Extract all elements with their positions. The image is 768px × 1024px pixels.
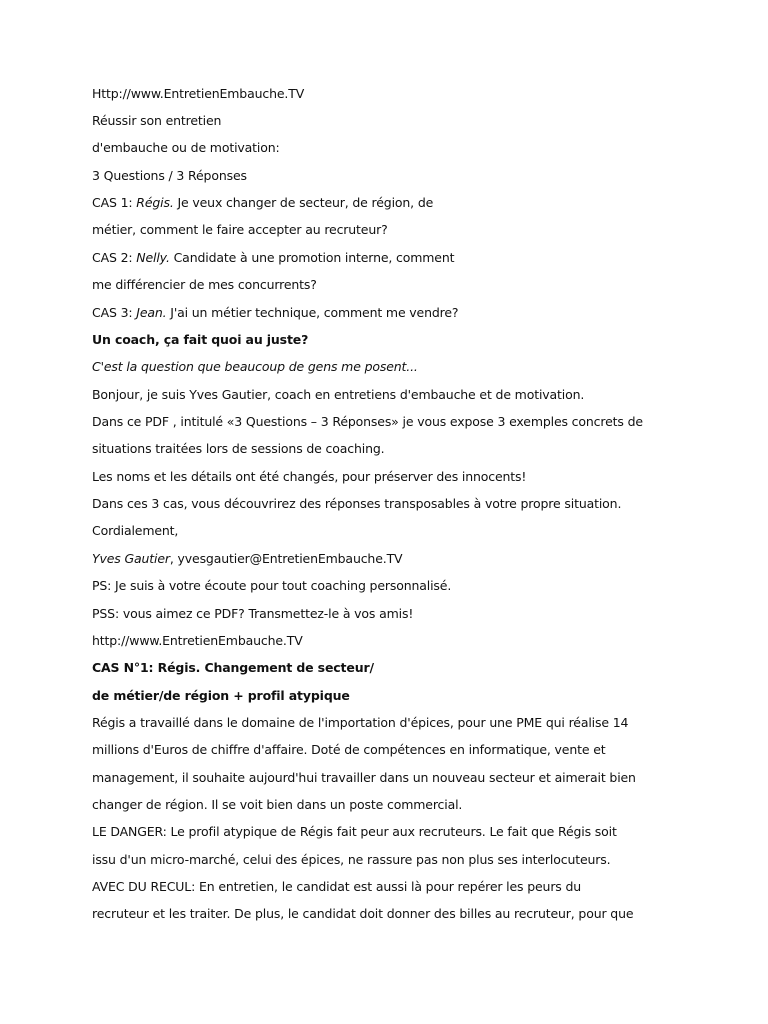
case-3-prefix: CAS 3:	[92, 305, 137, 320]
case-1-heading-line-1: CAS N°1: Régis. Changement de secteur/	[92, 660, 374, 675]
intro-paragraph: Dans ce PDF , intitulé «3 Questions – 3 Réponses» je vous expose 3 exemples concrets de	[92, 414, 643, 429]
case-2-question: Candidate à une promotion interne, comment	[169, 250, 455, 265]
case-1-body-line: changer de région. Il se voit bien dans un poste commercial.	[92, 797, 463, 812]
case-1-heading-line-2: de métier/de région + profil atypique	[92, 688, 350, 703]
coach-heading: Un coach, ça fait quoi au juste?	[92, 332, 309, 347]
intro-paragraph: Les noms et les détails ont été changés, pour préserver des innocents!	[92, 469, 527, 484]
signature-email: , yvesgautier@EntretienEmbauche.TV	[169, 551, 403, 566]
case-1-summary-line-2: métier, comment le faire accepter au recruteur?	[92, 222, 388, 237]
header-url: Http://www.EntretienEmbauche.TV	[92, 86, 305, 101]
signature-name: Yves Gautier	[92, 551, 170, 566]
post-postscript: PSS: vous aimez ce PDF? Transmettez-le à vos amis!	[92, 606, 414, 621]
footer-url: http://www.EntretienEmbauche.TV	[92, 633, 303, 648]
title-line-2: d'embauche ou de motivation:	[92, 140, 280, 155]
title-line-3: 3 Questions / 3 Réponses	[92, 168, 247, 183]
case-1-recul-line: AVEC DU RECUL: En entretien, le candidat est aussi là pour repérer les peurs du	[92, 879, 582, 894]
case-3-question: J'ai un métier technique, comment me vendre?	[166, 305, 459, 320]
case-2-summary-line-2: me différencier de mes concurrents?	[92, 277, 317, 292]
intro-paragraph: Bonjour, je suis Yves Gautier, coach en entretiens d'embauche et de motivation.	[92, 387, 585, 402]
case-1-body-line: issu d'un micro-marché, celui des épices, ne rassure pas non plus ses interlocuteurs.	[92, 852, 611, 867]
signature	[92, 551, 402, 567]
case-1-body-line: Régis a travaillé dans le domaine de l'importation d'épices, pour une PME qui réalise 14	[92, 715, 629, 730]
intro-paragraph: Dans ces 3 cas, vous découvrirez des réponses transposables à votre propre situation.	[92, 496, 622, 511]
coach-question: C'est la question que beaucoup de gens me posent...	[92, 359, 418, 374]
case-1-question: Je veux changer de secteur, de région, de	[173, 195, 434, 210]
case-1-body-line: management, il souhaite aujourd'hui travailler dans un nouveau secteur et aimerait bien	[92, 770, 636, 785]
case-1-danger-line: LE DANGER: Le profil atypique de Régis fait peur aux recruteurs. Le fait que Régis soit	[92, 824, 617, 839]
intro-paragraph: situations traitées lors de sessions de coaching.	[92, 441, 385, 456]
case-3-name: Jean.	[136, 305, 167, 320]
case-2-prefix: CAS 2:	[92, 250, 137, 265]
case-1-prefix: CAS 1:	[92, 195, 137, 210]
case-1-summary-line-1	[92, 195, 433, 211]
closing-salutation: Cordialement,	[92, 523, 179, 538]
case-2-summary-line-1	[92, 250, 454, 266]
case-1-name: Régis.	[136, 195, 174, 210]
title-line-1: Réussir son entretien	[92, 113, 222, 128]
postscript: PS: Je suis à votre écoute pour tout coaching personnalisé.	[92, 578, 452, 593]
case-1-body-line: recruteur et les traiter. De plus, le candidat doit donner des billes au recruteur, pour que	[92, 906, 634, 921]
case-3-summary	[92, 305, 458, 321]
case-2-name: Nelly.	[136, 250, 170, 265]
case-1-body-line: millions d'Euros de chiffre d'affaire. Doté de compétences en informatique, vente et	[92, 742, 606, 757]
